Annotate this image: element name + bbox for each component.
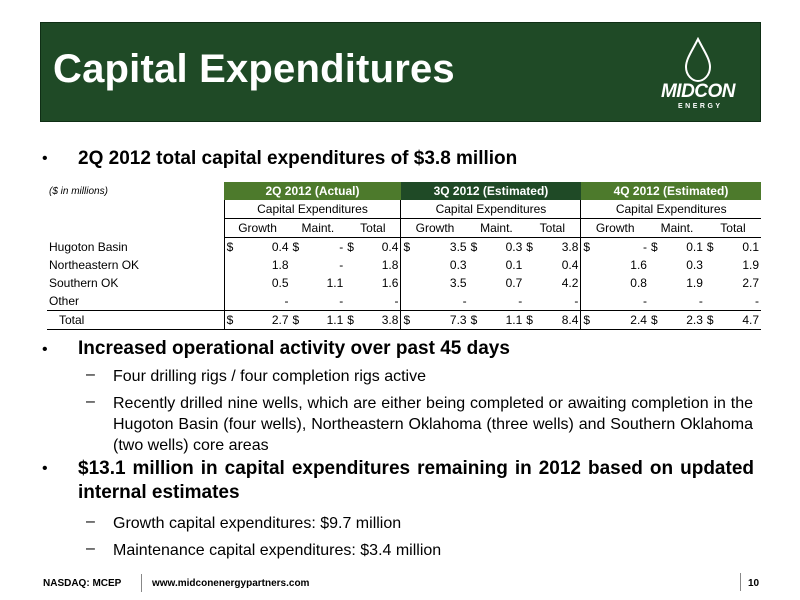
- row-label: Total: [47, 311, 224, 330]
- dollar-sign: $: [524, 311, 540, 330]
- dollar-sign: $: [649, 311, 665, 330]
- cell-value: 3.8: [561, 240, 579, 254]
- cell-value: 0.1: [505, 258, 523, 272]
- title-banner: [40, 22, 761, 122]
- col-header-growth: Growth: [401, 219, 469, 238]
- page-number: 10: [748, 578, 760, 589]
- bullet-icon: •: [42, 460, 48, 477]
- section-header: Capital Expenditures: [401, 200, 581, 219]
- table-row-total: [47, 311, 761, 330]
- dollar-sign: $: [292, 240, 300, 254]
- cell-value: 2.7: [742, 276, 759, 290]
- cell-value: 1.1: [307, 311, 346, 330]
- col-header-total: Total: [524, 219, 581, 238]
- bullet-icon: •: [42, 341, 48, 358]
- page-title: Capital Expenditures: [53, 47, 455, 91]
- footer-divider: [141, 574, 142, 592]
- dollar-sign: $: [291, 311, 307, 330]
- footer-ticker: NASDAQ: MCEP: [43, 578, 122, 589]
- section-header: Capital Expenditures: [581, 200, 761, 219]
- cell-value: 3.8: [361, 311, 401, 330]
- cell-value: 1.9: [686, 276, 703, 290]
- row-label: Northeastern OK: [49, 258, 140, 272]
- cell-value: 0.3: [505, 240, 523, 254]
- dollar-sign: $: [401, 311, 418, 330]
- cell-value: 1.6: [381, 276, 399, 290]
- cell-value: 1.6: [630, 258, 647, 272]
- col-header-total: Total: [345, 219, 401, 238]
- cell-value: -: [518, 294, 523, 308]
- cell-value: 1.8: [271, 258, 289, 272]
- bullet-capex-total: 2Q 2012 total capital expenditures of $3.8 million: [78, 148, 518, 169]
- sub-bullet-rigs: Four drilling rigs / four completion rigs active: [113, 368, 427, 385]
- dash-icon: –: [86, 540, 95, 557]
- cell-value: -: [339, 258, 344, 272]
- dollar-sign: $: [581, 238, 598, 257]
- cell-value: 0.4: [381, 240, 399, 254]
- bullet-capex-remaining: $13.1 million in capital expenditures remaining in 2012 based on updated internal estimates: [78, 458, 754, 503]
- cell-value: 8.4: [540, 311, 581, 330]
- dash-icon: –: [86, 366, 95, 383]
- cell-value: 2.4: [597, 311, 649, 330]
- sub-bullet-maintenance-capex: Maintenance capital expenditures: $3.4 million: [113, 542, 442, 559]
- bullet-icon: •: [42, 150, 48, 167]
- units-note: ($ in millions): [49, 185, 108, 197]
- col-header-maint: Maint.: [649, 219, 705, 238]
- dollar-sign: $: [470, 240, 478, 254]
- sub-bullet-wells: Recently drilled nine wells, which are either being completed or awaiting completion in the Hugoton Basin (four wells), Northeastern Oklahoma (three wells) and Southern Oklahoma (two wells) core areas: [113, 395, 753, 454]
- col-header-growth: Growth: [581, 219, 649, 238]
- dollar-sign: $: [706, 240, 714, 254]
- group-header-3q: 3Q 2012 (Estimated): [401, 182, 581, 200]
- row-label: Other: [49, 294, 80, 308]
- table-row: [47, 238, 761, 257]
- cell-value: 7.3: [417, 311, 468, 330]
- section-header: Capital Expenditures: [224, 200, 401, 219]
- col-header-growth: Growth: [224, 219, 290, 238]
- cell-value: 0.1: [686, 240, 703, 254]
- capex-table: [47, 182, 761, 330]
- table-row: [47, 292, 761, 311]
- dash-icon: –: [86, 513, 95, 530]
- dollar-sign: $: [224, 311, 241, 330]
- col-header-maint: Maint.: [291, 219, 346, 238]
- cell-value: -: [394, 294, 399, 308]
- cell-value: -: [642, 294, 647, 308]
- cell-value: 0.4: [271, 240, 289, 254]
- cell-value: 0.3: [686, 258, 703, 272]
- cell-value: 0.1: [742, 240, 759, 254]
- company-logo: [648, 37, 748, 113]
- table-row: [47, 256, 761, 274]
- cell-value: 1.9: [742, 258, 759, 272]
- cell-value: -: [574, 294, 579, 308]
- dollar-sign: $: [650, 240, 658, 254]
- cell-value: -: [339, 240, 344, 254]
- cell-value: -: [755, 294, 759, 308]
- dollar-sign: $: [469, 311, 485, 330]
- cell-value: -: [284, 294, 289, 308]
- cell-value: 2.7: [241, 311, 291, 330]
- cell-value: -: [698, 294, 703, 308]
- cell-value: 3.5: [449, 240, 467, 254]
- bullet-operational-activity: Increased operational activity over past 45 days: [78, 338, 510, 359]
- dollar-sign: $: [581, 311, 598, 330]
- cell-value: -: [642, 240, 647, 254]
- group-header-4q: 4Q 2012 (Estimated): [581, 182, 761, 200]
- cell-value: 0.7: [505, 276, 523, 290]
- cell-value: 0.5: [271, 276, 289, 290]
- cell-value: -: [462, 294, 467, 308]
- cell-value: 3.5: [449, 276, 467, 290]
- sub-bullet-growth-capex: Growth capital expenditures: $9.7 million: [113, 515, 402, 532]
- dollar-sign: $: [526, 240, 533, 254]
- dollar-sign: $: [224, 238, 241, 257]
- cell-value: 0.8: [630, 276, 647, 290]
- group-header-2q: 2Q 2012 (Actual): [224, 182, 401, 200]
- cell-value: 0.4: [561, 258, 579, 272]
- logo-wordmark: MIDCON: [660, 81, 736, 102]
- cell-value: 1.1: [326, 276, 344, 290]
- cell-value: 1.8: [381, 258, 399, 272]
- dollar-sign: $: [347, 240, 354, 254]
- cell-value: 4.7: [721, 311, 761, 330]
- dollar-sign: $: [401, 238, 418, 257]
- oil-drop-icon: [648, 37, 748, 85]
- page-number-divider: [740, 573, 741, 591]
- cell-value: 0.3: [449, 258, 467, 272]
- col-header-maint: Maint.: [469, 219, 525, 238]
- table-row: [47, 274, 761, 292]
- cell-value: 1.1: [485, 311, 525, 330]
- footer-url: www.midconenergypartners.com: [152, 578, 310, 589]
- row-label: Southern OK: [49, 276, 119, 290]
- dollar-sign: $: [345, 311, 361, 330]
- logo-subtext: ENERGY: [678, 103, 723, 110]
- row-label: Hugoton Basin: [49, 239, 128, 254]
- dash-icon: –: [86, 393, 95, 410]
- cell-value: -: [339, 294, 344, 308]
- cell-value: 2.3: [665, 311, 705, 330]
- dollar-sign: $: [705, 311, 721, 330]
- col-header-total: Total: [705, 219, 761, 238]
- cell-value: 4.2: [561, 276, 579, 290]
